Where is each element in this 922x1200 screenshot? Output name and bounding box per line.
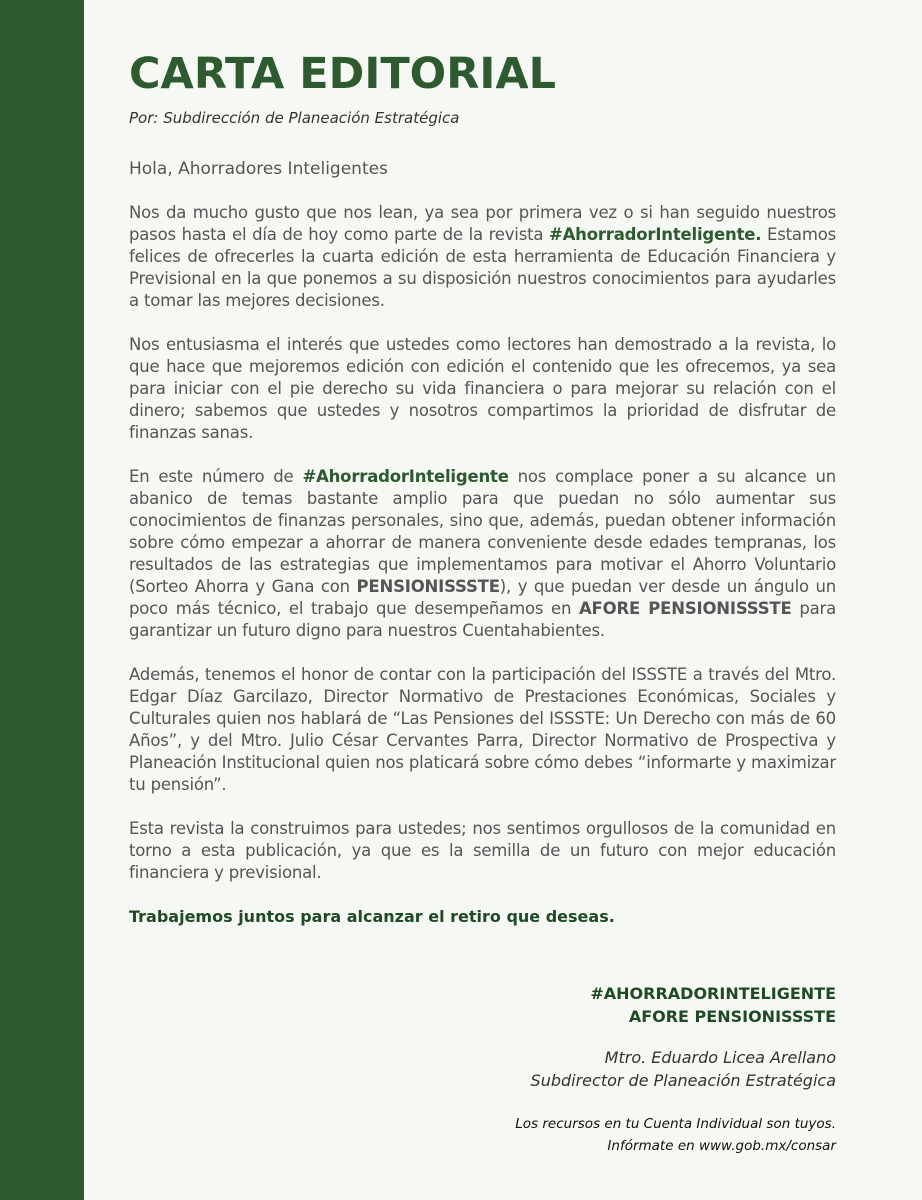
footer-note — [236, 1113, 836, 1157]
paragraph-3 — [129, 466, 836, 642]
signature-brand: AFORE PENSIONISSSTE — [628, 1007, 836, 1026]
brand-highlight-afore: AFORE PENSIONISSSTE — [578, 599, 792, 618]
paragraph-1-text: Nos da mucho gusto que nos lean, ya sea por primera vez o si han seguido nuestros pasos hasta el día de hoy como parte de la revista — [129, 203, 836, 244]
greeting: Hola, Ahorradores Inteligentes — [129, 159, 388, 179]
closing-line: Trabajemos juntos para alcanzar el retiro que deseas. — [129, 907, 615, 926]
signer-name: Mtro. Eduardo Licea Arellano — [604, 1048, 836, 1067]
paragraph-1 — [129, 202, 836, 312]
hashtag-highlight: #AhorradorInteligente. — [548, 225, 762, 244]
signature-hashtag: #AHORRADORINTELIGENTE — [590, 984, 836, 1003]
byline: Por: Subdirección de Planeación Estratégica — [129, 109, 460, 127]
paragraph-4: Además, tenemos el honor de contar con la participación del ISSSTE a través del Mtro. Edgar Díaz Garcilazo, Director Normativo de Prestaciones Económicas, Sociales y Culturales quien nos hablará de “Las Pensiones del ISSSTE: Un Derecho con más de 60 Años”, y del Mtro. Julio César Cervantes Parra, Director Normativo de Prospectiva y Planeación Institucional quien nos platicará sobre cómo debes “informarte y maximizar tu pensión”. — [129, 665, 836, 794]
paragraph-2: Nos entusiasma el interés que ustedes como lectores han demostrado a la revista, lo que hace que mejoremos edición con edición el contenido que les ofrecemos, ya sea para iniciar con el pie derecho su vida financiera o para mejorar su relación con el dinero; sabemos que ustedes y nosotros compartimos la prioridad de disfrutar de finanzas sanas. — [129, 335, 836, 442]
green-sidebar-band — [0, 0, 84, 1200]
footer-note-line-1: Los recursos en tu Cuenta Individual son tuyos. — [515, 1116, 836, 1132]
hashtag-highlight: #AhorradorInteligente — [302, 467, 509, 486]
paragraph-3-text-cont: nos complace poner a su alcance un abanico de temas bastante amplio para que puedan no sólo aumentar sus conocimientos de finanzas personales, sino que, además, puedan obtener información sobre cómo empezar a ahorrar de manera conveniente desde edades tempranas, los resultados de las estrategias que implementamos para motivar el Ahorro Voluntario (Sorteo Ahorra y Gana con — [129, 467, 836, 596]
signature-block — [236, 1046, 836, 1092]
paragraph-3-text-end: para garantizar un futuro digno para nuestros Cuentahabientes. — [129, 599, 836, 640]
editorial-content — [129, 48, 836, 928]
paragraph-3-text: En este número de — [129, 467, 303, 486]
footer-note-line-2: Infórmate en www.gob.mx/consar — [607, 1138, 836, 1154]
paragraph-5: Esta revista la construimos para ustedes; nos sentimos orgullosos de la comunidad en torno a esta publicación, ya que es la semilla de un futuro con mejor educación financiera y previsional. — [129, 819, 836, 882]
signer-role: Subdirector de Planeación Estratégica — [530, 1071, 836, 1090]
brand-highlight: PENSIONISSSTE — [356, 577, 500, 596]
signature-tags — [236, 982, 836, 1028]
paragraph-3-text-cont2: ), y que puedan ver desde un ángulo un poco más técnico, el trabajo que desempeñamos en — [129, 577, 836, 618]
paragraph-1-text-cont: Estamos felices de ofrecerles la cuarta edición de esta herramienta de Educación Financiera y Previsional en la que ponemos a su disposición nuestros conocimientos para ayudarles a tomar las mejores decisiones. — [129, 225, 837, 310]
page-title: CARTA EDITORIAL — [129, 49, 556, 99]
